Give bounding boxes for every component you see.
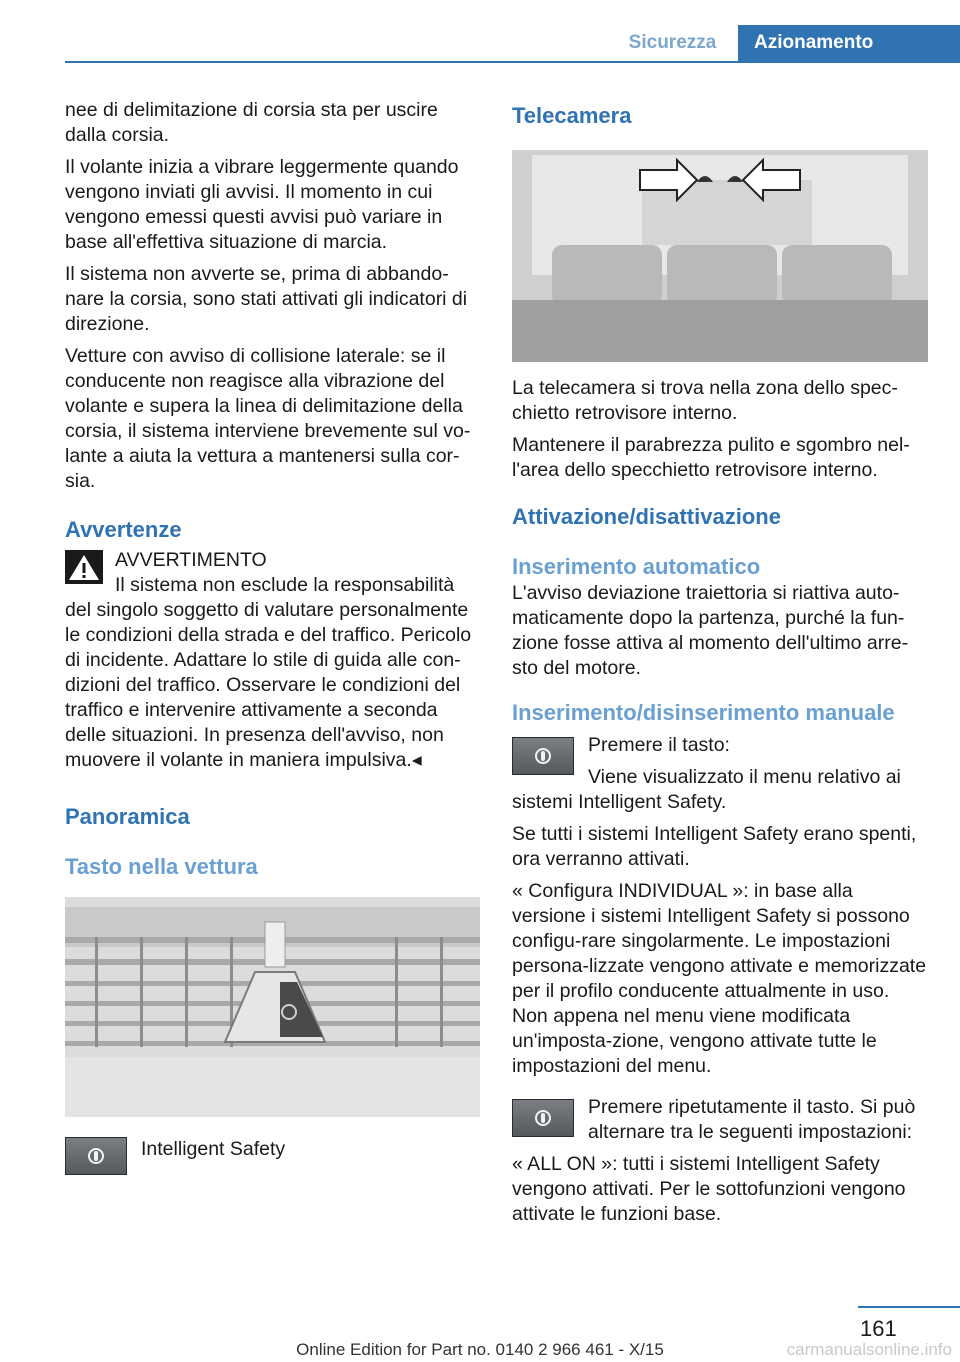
header-rule: [65, 61, 960, 63]
right-paragraph-4: Se tutti i sistemi Intelligent Safety erano spenti, ora verranno attivati.: [512, 823, 917, 870]
warning-title: AVVERTIMENTO: [115, 549, 267, 571]
press-key-block: [512, 733, 928, 815]
safety-shield-icon: [532, 1106, 554, 1130]
header-chapter-tab: Azionamento: [738, 25, 960, 61]
safety-shield-icon: [85, 1144, 107, 1168]
warning-block: [65, 548, 480, 773]
press-key-text: Premere il tasto:: [588, 734, 730, 756]
press-repeat-text: Premere ripetutamente il tasto. Si può alternare tra le seguenti impostazioni:: [588, 1096, 916, 1143]
heading-telecamera: Telecamera: [512, 103, 632, 128]
left-paragraph-3: Il sistema non avverte se, prima di abbando-nare la corsia, sono stati attivati gli indicatori di direzione.: [65, 263, 468, 335]
heading-manuale: Inserimento/disinserimento manuale: [512, 700, 895, 725]
warning-text-content: Il sistema non esclude la responsabilità del singolo soggetto di valutare personalmente le condizioni della strada e del traffico. Pericolo di incidente. Adattare lo stile di guida alle con-dizioni del traffico. Osservare le condizioni del traffico e intervenire attivamente a seconda delle situazioni. In presenza dell'avviso, non muovere il volante in maniera impulsiva.◂: [65, 574, 472, 771]
button-caption: Intelligent Safety: [141, 1138, 286, 1160]
footer-edition: Online Edition for Part no. 0140 2 966 461 - X/15: [296, 1340, 664, 1359]
button-caption-block: [65, 1137, 480, 1162]
intelligent-safety-button-icon: [512, 737, 574, 775]
left-paragraph-1: nee di delimitazione di corsia sta per uscire dalla corsia.: [65, 99, 438, 146]
right-paragraph-6: « ALL ON »: tutti i sistemi Intelligent Safety vengono attivati. Per le sottofunzioni vengono attivate le funzioni base.: [512, 1153, 906, 1225]
left-column: [65, 98, 480, 1169]
heading-avvertenze: Avvertenze: [65, 517, 182, 542]
heading-automatico: Inserimento automatico: [512, 554, 761, 579]
dashboard-button-photo: [65, 897, 480, 1117]
menu-shown-content: Viene visualizzato il menu relativo ai sistemi Intelligent Safety.: [512, 766, 901, 813]
intelligent-safety-button-icon: [512, 1099, 574, 1137]
left-paragraph-4: Vetture con avviso di collisione laterale: se il conducente non reagisce alla vibrazione del volante e supera la linea di delimitazione della corsia, il sistema interviene brevemente sul vo-lante a aiuta la vettura a mantenersi sulla cor-sia.: [65, 345, 471, 492]
right-paragraph-2: Mantenere il parabrezza pulito e sgombro nel-l'area dello specchietto retrovisore interno.: [512, 434, 910, 481]
right-column: [512, 98, 928, 1234]
camera-photo: [512, 150, 928, 362]
right-paragraph-5: « Configura INDIVIDUAL »: in base alla versione i sistemi Intelligent Safety si possono configu-rare singolarmente. Le impostazioni persona-lizzate vengono attivate e memorizzate per il profilo conducente attualmente in uso. Non appena nel menu viene modificata un'imposta-zione, vengono attivate tutte le impostazioni del menu.: [512, 880, 927, 1077]
page-number: 161: [860, 1316, 897, 1341]
menu-shown-text: [512, 765, 928, 815]
right-paragraph-1: La telecamera si trova nella zona dello spec-chietto retrovisore interno.: [512, 377, 898, 424]
header-section-tab: Sicurezza: [628, 32, 717, 53]
intelligent-safety-button-icon: [65, 1137, 127, 1175]
heading-tasto: Tasto nella vettura: [65, 854, 258, 879]
heading-attivazione: Attivazione/disattivazione: [512, 504, 781, 529]
warning-text: [65, 573, 480, 773]
heading-panoramica: Panoramica: [65, 804, 190, 829]
press-repeat-block: [512, 1095, 928, 1145]
right-paragraph-3: L'avviso deviazione traiettoria si riattiva auto-maticamente dopo la partenza, purché la fun-zione fosse attiva al momento dell'ultimo arre-sto del motore.: [512, 582, 909, 679]
left-paragraph-2: Il volante inizia a vibrare leggermente quando vengono inviati gli avvisi. Il momento in cui vengono emessi questi avvisi può variare in base all'effettiva situazione di marcia.: [65, 156, 459, 253]
footer-rule: [858, 1306, 960, 1308]
safety-shield-icon: [532, 744, 554, 768]
warning-triangle-icon: [65, 550, 103, 584]
watermark: carmanualsonline.info: [786, 1340, 952, 1359]
